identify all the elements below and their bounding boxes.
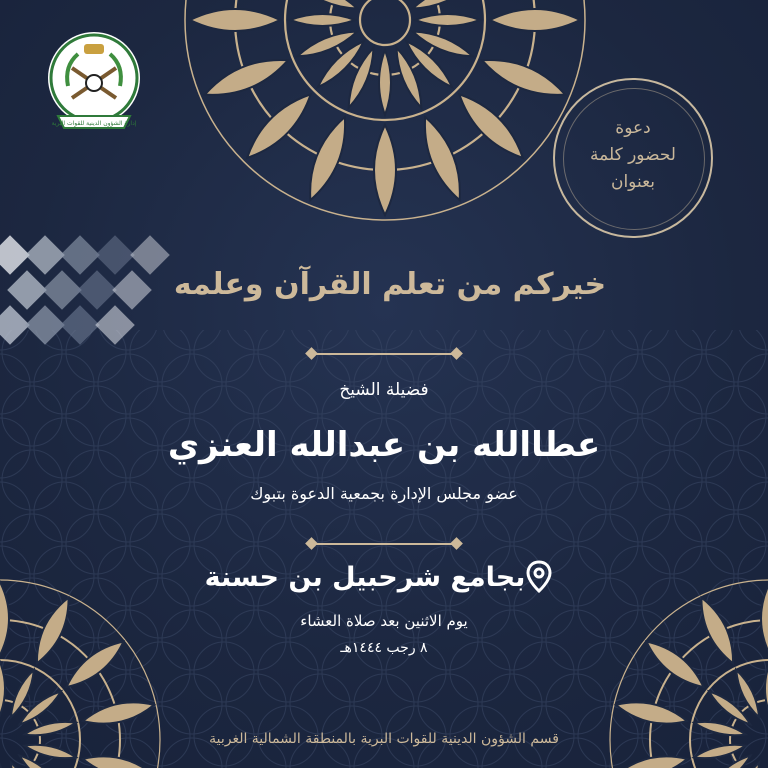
- invitation-line-3: بعنوان: [610, 172, 656, 192]
- ornamental-divider-top: [305, 347, 463, 361]
- speaker-title-label: فضيلة الشيخ: [339, 380, 429, 400]
- ornamental-divider-bottom: [305, 537, 463, 551]
- headline: خيركم من تعلم القرآن وعلمه: [173, 267, 607, 302]
- invitation-text: [555, 115, 711, 196]
- venue-row: [0, 560, 768, 594]
- event-day: يوم الاثنين بعد صلاة العشاء: [300, 612, 468, 630]
- invitation-line-1: دعوة: [615, 118, 651, 138]
- speaker-role: عضو مجلس الإدارة بجمعية الدعوة بتبوك: [250, 484, 518, 503]
- footer-organizer: قسم الشؤون الدينية للقوات البرية بالمنطقة الشمالية الغربية: [209, 731, 559, 747]
- logo-caption: إدارة الشؤون الدينية للقوات البرية: [51, 120, 137, 127]
- speaker-name: عطاالله بن عبدالله العنزي: [167, 425, 601, 465]
- top-mandala-ornament: [175, 0, 595, 230]
- venue-name: بجامع شرحبيل بن حسنة: [204, 561, 526, 593]
- invitation-badge: [553, 78, 713, 238]
- military-emblem-icon: [38, 28, 150, 140]
- event-date: ٨ رجب ١٤٤٤هـ: [340, 640, 428, 656]
- invitation-line-2: لحضور كلمة: [590, 145, 676, 165]
- location-pin-icon: [525, 560, 553, 594]
